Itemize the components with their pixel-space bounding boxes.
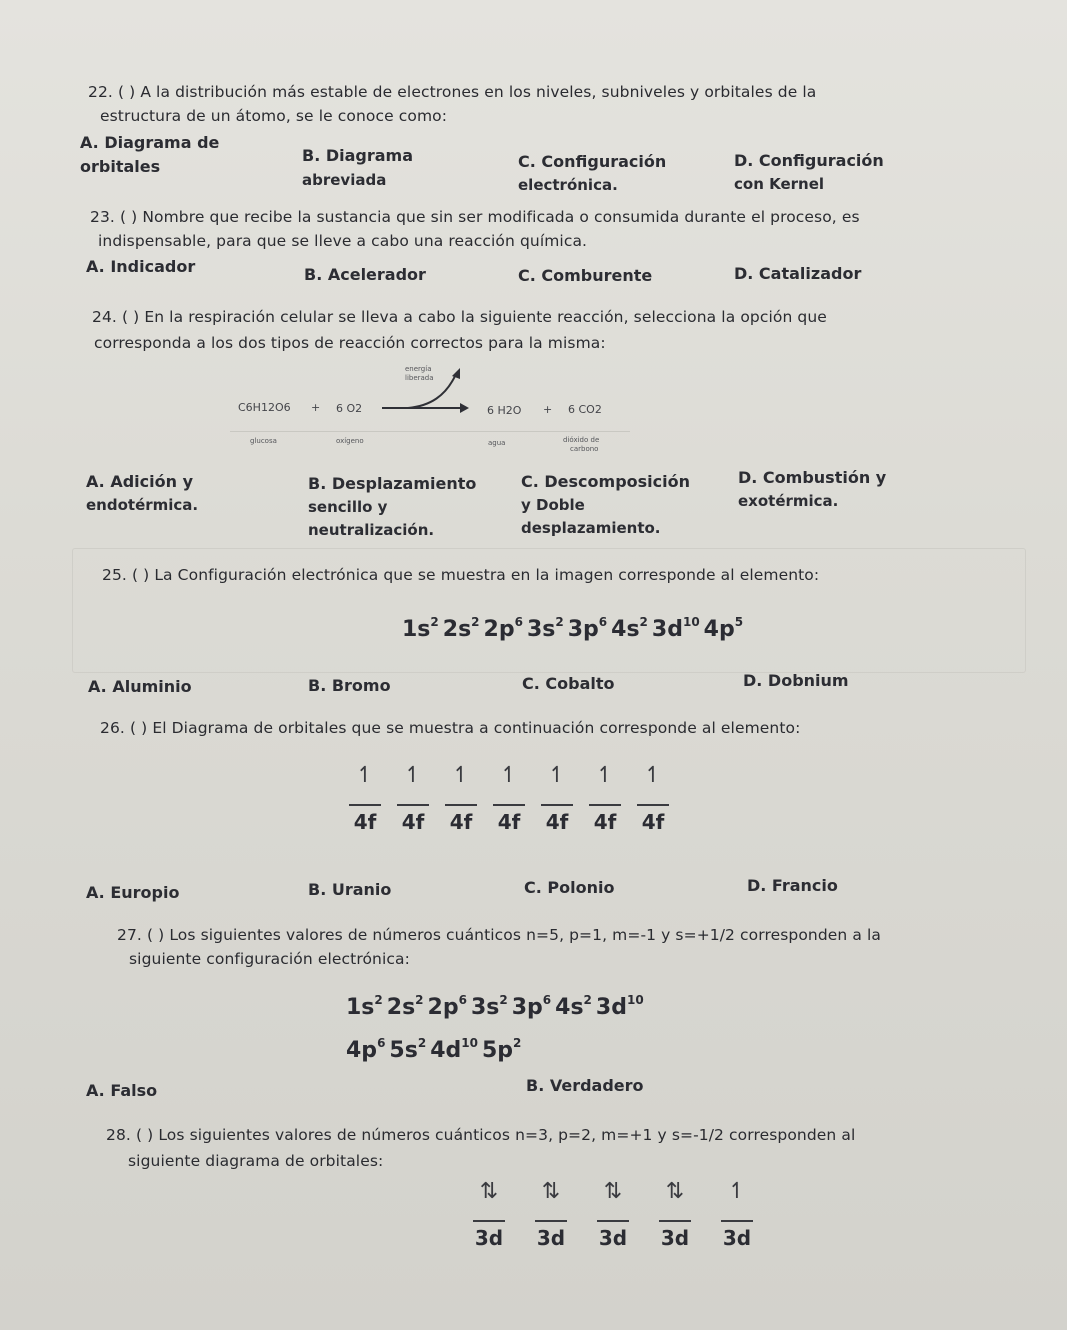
config-term-base: 4p [346, 1038, 378, 1063]
config-term-base: 3s [526, 617, 556, 642]
orbital-box [634, 762, 672, 834]
q27-option-b[interactable]: B. Verdadero [526, 1076, 644, 1095]
config-term-base: 2s [386, 995, 416, 1020]
q22-option-c-line1[interactable]: C. Configuración [518, 152, 667, 171]
orbital-line [473, 1220, 505, 1222]
orbital-line [535, 1220, 567, 1222]
q23-option-d[interactable]: D. Catalizador [734, 264, 862, 283]
config-term-base: 1s [402, 617, 431, 642]
orbital-box [346, 762, 384, 834]
config-term [346, 995, 383, 1020]
q24-option-a-line2[interactable]: endotérmica. [86, 496, 199, 514]
spin-arrow-icon: ↿ [727, 1179, 747, 1204]
orbital-box [490, 762, 528, 834]
config-term-base: 4s [555, 995, 584, 1020]
q22-option-b-line1[interactable]: B. Diagrama [302, 146, 414, 165]
orbital-box [394, 762, 432, 834]
config-term [389, 1038, 426, 1063]
q22-option-c-line2[interactable]: electrónica. [518, 176, 618, 194]
spin-arrow-icon: ↿ [595, 763, 615, 788]
q22-text-line2: estructura de un átomo, se le conoce como: [100, 107, 448, 125]
q27-text-line2: siguiente configuración electrónica: [129, 950, 410, 968]
config-term [512, 995, 551, 1020]
reaction-energy-label-2: liberada [405, 374, 434, 382]
orbital-box [532, 1178, 570, 1250]
reaction-arrow-icon [380, 366, 470, 418]
orbital-label: 4f [641, 810, 665, 834]
q24-option-c-line2[interactable]: y Doble [521, 496, 585, 514]
config-term-exponent: 2 [471, 615, 480, 629]
q25-text-line1: 25. ( ) La Configuración electrónica que se muestra en la imagen corresponde al elemento: [102, 566, 820, 584]
q25-option-c[interactable]: C. Cobalto [522, 674, 615, 693]
q25-option-b[interactable]: B. Bromo [308, 676, 391, 695]
orbital-label: 4f [353, 810, 377, 834]
q26-option-d[interactable]: D. Francio [747, 876, 838, 895]
reaction-product-co2: 6 CO2 [568, 403, 602, 416]
q23-option-c[interactable]: C. Comburente [518, 266, 653, 285]
orbital-label: 4f [449, 810, 473, 834]
config-term [596, 995, 644, 1020]
q26-option-a[interactable]: A. Europio [86, 883, 180, 902]
config-term-base: 4s [611, 617, 640, 642]
config-term-exponent: 10 [626, 993, 644, 1007]
orbital-label: 4f [401, 810, 425, 834]
orbital-box [538, 762, 576, 834]
reaction-energy-label-1: energía [405, 365, 432, 373]
reaction-label-oxygen: oxígeno [336, 437, 364, 445]
q23-text-line2: indispensable, para que se lleve a cabo una reacción química. [98, 232, 588, 250]
config-term-base: 3p [511, 995, 543, 1020]
q25-option-d[interactable]: D. Dobnium [743, 671, 849, 690]
config-term-exponent: 6 [458, 993, 467, 1007]
config-term-base: 3s [470, 995, 500, 1020]
config-term-exponent: 2 [583, 993, 592, 1007]
spin-arrow-icon: ↿ [355, 763, 375, 788]
config-term-exponent: 2 [415, 993, 424, 1007]
q24-option-b-line2[interactable]: sencillo y [308, 498, 388, 516]
orbital-line [589, 804, 621, 806]
config-term [428, 995, 467, 1020]
config-term-exponent: 6 [598, 615, 608, 629]
orbital-label: 3d [660, 1226, 690, 1250]
orbital-label: 4f [593, 810, 617, 834]
config-term-base: 3d [651, 617, 683, 642]
q26-option-b[interactable]: B. Uranio [308, 880, 392, 899]
orbital-line [349, 804, 381, 806]
orbital-label: 4f [497, 810, 521, 834]
reaction-plus-2: + [543, 403, 553, 416]
orbital-box [470, 1178, 508, 1250]
q24-option-d-line1[interactable]: D. Combustión y [738, 468, 887, 487]
q24-text-line2: corresponda a los dos tipos de reacción correctos para la misma: [94, 334, 606, 352]
q24-option-d-line2[interactable]: exotérmica. [738, 492, 839, 510]
config-term-exponent: 2 [417, 1036, 427, 1050]
config-term-exponent: 2 [374, 993, 383, 1007]
orbital-box [442, 762, 480, 834]
q24-text-line1: 24. ( ) En la respiración celular se lleva a cabo la siguiente reacción, selecciona la opción que [92, 308, 827, 326]
config-term [527, 617, 564, 642]
q28-text-line2: siguiente diagrama de orbitales: [128, 1152, 384, 1170]
config-term-exponent: 6 [542, 993, 552, 1007]
config-term [430, 1038, 478, 1063]
q27-option-a[interactable]: A. Falso [86, 1081, 158, 1100]
spin-arrow-icon: ⇅ [603, 1179, 623, 1204]
config-term-exponent: 2 [555, 615, 564, 629]
config-term-base: 2p [483, 617, 515, 642]
config-term [652, 617, 700, 642]
spin-arrow-icon: ⇅ [479, 1179, 499, 1204]
q26-text-line1: 26. ( ) El Diagrama de orbitales que se muestra a continuación corresponde al elemento: [100, 719, 801, 737]
config-term-exponent: 6 [514, 615, 523, 629]
config-term-exponent: 10 [461, 1036, 478, 1050]
spin-arrow-icon: ⇅ [665, 1179, 685, 1204]
config-term [611, 617, 648, 642]
q27-text-line1: 27. ( ) Los siguientes valores de números cuánticos n=5, p=1, m=-1 y s=+1/2 corresponden a la [117, 926, 882, 944]
orbital-label: 3d [722, 1226, 752, 1250]
orbital-label: 3d [536, 1226, 566, 1250]
q22-option-b-line2[interactable]: abreviada [302, 171, 387, 189]
spin-arrow-icon: ↿ [547, 763, 567, 788]
config-term [471, 995, 508, 1020]
config-term [482, 1038, 521, 1063]
q22-text-line1: 22. ( ) A la distribución más estable de electrones en los niveles, subniveles y orbitales de la [88, 83, 817, 101]
q23-option-b[interactable]: B. Acelerador [304, 265, 426, 284]
reaction-reactant-oxygen: 6 O2 [336, 402, 363, 415]
orbital-line [397, 804, 429, 806]
config-term-base: 5p [481, 1038, 514, 1063]
config-term-base: 4d [430, 1038, 462, 1063]
config-term-base: 2s [442, 617, 472, 642]
config-term-exponent: 10 [682, 615, 700, 629]
q24-option-b-line3[interactable]: neutralización. [308, 521, 435, 539]
orbital-box [656, 1178, 694, 1250]
config-term [346, 1038, 385, 1063]
spin-arrow-icon: ⇅ [541, 1179, 561, 1204]
q28-text-line1: 28. ( ) Los siguientes valores de números cuánticos n=3, p=2, m=+1 y s=-1/2 corresponden al [106, 1126, 856, 1144]
spin-arrow-icon: ↿ [451, 763, 471, 788]
orbital-label: 3d [474, 1226, 504, 1250]
config-term-exponent: 5 [734, 615, 744, 629]
config-term [704, 617, 743, 642]
q22-option-a-line1[interactable]: A. Diagrama de [80, 133, 220, 152]
config-term-base: 2p [427, 995, 459, 1020]
q24-option-b-line1[interactable]: B. Desplazamiento [308, 474, 477, 493]
reaction-label-water: agua [488, 439, 506, 447]
spin-arrow-icon: ↿ [499, 763, 519, 788]
orbital-box [586, 762, 624, 834]
q24-option-c-line1[interactable]: C. Descomposición [521, 472, 690, 491]
q27-configuration-line1 [346, 993, 648, 1020]
q23-text-line1: 23. ( ) Nombre que recibe la sustancia que sin ser modificada o consumida durante el proceso, es [90, 208, 860, 226]
config-term-base: 3d [595, 995, 627, 1020]
reaction-label-co2-1: dióxido de [563, 436, 600, 444]
reaction-label-co2-2: carbono [570, 445, 599, 453]
orbital-line [637, 804, 669, 806]
orbital-line [541, 804, 573, 806]
config-term-base: 1s [346, 995, 375, 1020]
q23-option-a[interactable]: A. Indicador [86, 257, 196, 276]
config-term [443, 617, 480, 642]
orbital-box [718, 1178, 756, 1250]
q24-option-c-line3[interactable]: desplazamiento. [521, 519, 661, 537]
q27-configuration-line2 [346, 1036, 525, 1063]
reaction-product-water: 6 H2O [487, 404, 522, 417]
reaction-reactant-glucose: C6H12O6 [238, 401, 291, 414]
config-term-exponent: 2 [430, 615, 439, 629]
q25-electron-configuration [402, 615, 747, 642]
spin-arrow-icon: ↿ [403, 763, 423, 788]
q22-option-d-line2[interactable]: con Kernel [734, 175, 825, 193]
orbital-line [721, 1220, 753, 1222]
reaction-divider [230, 431, 630, 432]
spin-arrow-icon: ↿ [643, 763, 663, 788]
config-term [568, 617, 607, 642]
orbital-line [445, 804, 477, 806]
config-term-exponent: 6 [377, 1036, 386, 1050]
orbital-label: 3d [598, 1226, 628, 1250]
orbital-line [659, 1220, 691, 1222]
config-term-base: 3p [567, 617, 599, 642]
q22-option-d-line1[interactable]: D. Configuración [734, 151, 884, 170]
orbital-line [597, 1220, 629, 1222]
config-term-exponent: 2 [639, 615, 648, 629]
q26-option-c[interactable]: C. Polonio [524, 878, 615, 897]
reaction-label-glucose: glucosa [250, 437, 277, 445]
q24-option-a-line1[interactable]: A. Adición y [86, 472, 193, 491]
config-term-exponent: 2 [499, 993, 508, 1007]
config-term [387, 995, 424, 1020]
config-term-base: 5s [389, 1038, 418, 1063]
config-term [402, 617, 439, 642]
config-term [555, 995, 592, 1020]
orbital-line [493, 804, 525, 806]
orbital-box [594, 1178, 632, 1250]
q25-option-a[interactable]: A. Aluminio [88, 677, 192, 696]
q22-option-a-line2[interactable]: orbitales [80, 157, 161, 176]
config-term-exponent: 2 [513, 1036, 522, 1050]
orbital-label: 4f [545, 810, 569, 834]
reaction-plus-1: + [311, 401, 321, 414]
config-term-base: 4p [703, 617, 735, 642]
config-term [484, 617, 523, 642]
